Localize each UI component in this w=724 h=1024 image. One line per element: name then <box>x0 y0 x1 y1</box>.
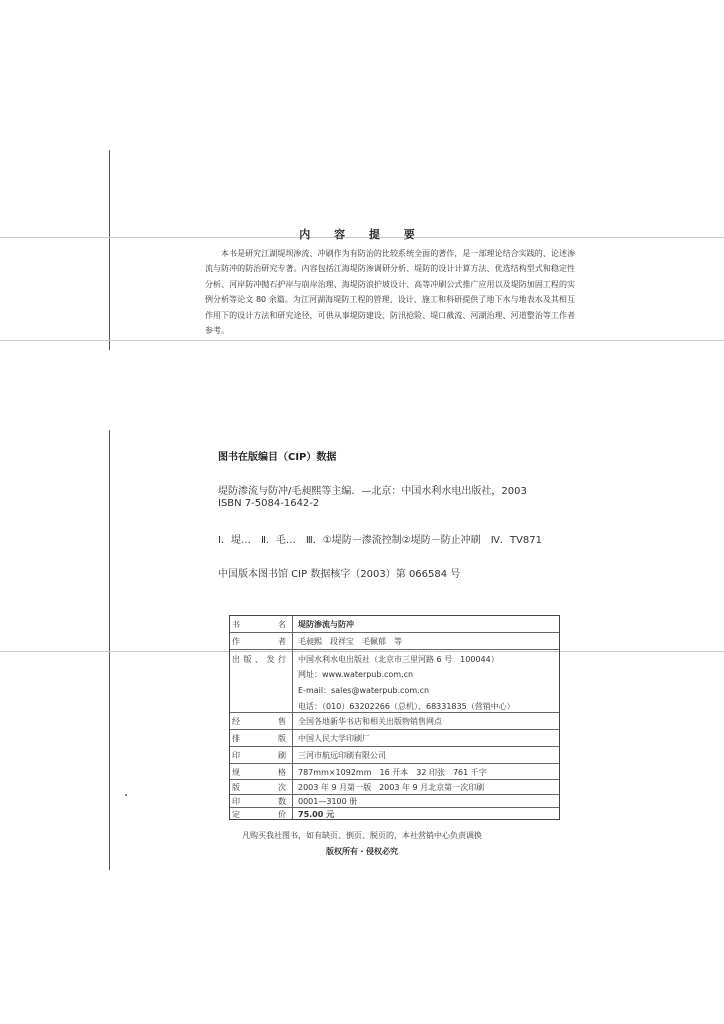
cip-heading: 图书在版编目（CIP）数据 <box>218 452 337 463</box>
book-title-value: 堤防渗流与防冲 <box>298 620 354 629</box>
printer-value: 三河市航远印刷有限公司 <box>298 751 386 760</box>
cip-record-number: 中国版本图书馆 CIP 数据核字（2003）第 066584 号 <box>218 569 461 580</box>
summary-body <box>205 246 575 338</box>
table-column-divider <box>292 616 293 819</box>
format-value: 787mm×1092mm 16 开本 32 印张 761 千字 <box>298 768 487 777</box>
edition-value: 2003 年 9 月第一版 2003 年 9 月北京第一次印刷 <box>298 783 485 792</box>
price-value: 75.00 元 <box>298 810 335 819</box>
row-divider <box>230 649 559 650</box>
author-value: 毛昶熙 段祥宝 毛佩郁 等 <box>298 637 402 646</box>
cip-isbn: ISBN 7-5084-1642-2 <box>218 498 320 509</box>
row-label: 印 刷 <box>232 751 286 760</box>
row-divider <box>230 763 559 764</box>
left-margin-line-top <box>109 150 110 350</box>
row-label: 规 格 <box>232 768 286 777</box>
print-run-value: 0001—3100 册 <box>298 797 358 806</box>
publisher-website: 网址：www.waterpub.com.cn <box>298 670 414 679</box>
row-divider <box>230 794 559 795</box>
row-label: 经 售 <box>232 717 286 726</box>
scan-speck <box>125 794 127 796</box>
row-divider <box>230 632 559 633</box>
typesetting-value: 中国人民大学印刷厂 <box>298 734 370 743</box>
row-label: 出版、发行 <box>232 655 286 664</box>
replacement-notice: 凡购买我社图书，如有缺页、倒页、脱页的，本社营销中心负责调换 <box>242 831 482 840</box>
row-label: 版 次 <box>232 783 286 792</box>
row-label: 印 数 <box>232 797 286 806</box>
publisher-value: 中国水利水电出版社（北京市三里河路 6 号 100044） <box>298 655 499 664</box>
row-divider <box>230 712 559 713</box>
row-label: 作 者 <box>232 637 286 646</box>
cip-subject-line: Ⅰ．堤… Ⅱ．毛… Ⅲ．①堤防－渗流控制②堤防－防止冲刷 Ⅳ．TV871 <box>218 535 542 546</box>
row-label: 书 名 <box>232 620 286 629</box>
summary-title: 内 容 提 要 <box>299 228 425 241</box>
row-divider <box>230 779 559 780</box>
publisher-phone: 电话：（010）63202266（总机）、68331835（营销中心） <box>298 702 515 711</box>
row-divider <box>230 807 559 808</box>
publication-info-table <box>229 615 560 820</box>
row-label: 定 价 <box>232 810 286 819</box>
distributor-value: 全国各地新华书店和相关出版物销售网点 <box>298 717 442 726</box>
row-divider <box>230 729 559 730</box>
row-divider <box>230 746 559 747</box>
cip-title-line: 堤防渗流与防冲/毛昶熙等主编．—北京：中国水利水电出版社，2003 <box>218 486 527 497</box>
summary-paragraph: 本书是研究江湖堤坝渗流、冲刷作为有防治的比较系统全面的著作，是一部理论结合实践的、论述渗流与防冲的防治研究专著。内容包括江海堤防渗调研分析、堤防的设计计算方法、优选结构型式和稳定性分析、河岸防冲抛石护岸与崩岸治理、海堤防浪护坡设计、高等冲刷公式推广应用以及堤防加固工程的实例分析等论文 80 余篇。为江河湖海堤防工程的管理、设计、施工和科研提供了地下水与地表水及其相互作用下的设计方法和研究途径，可供从事堤防建设、防汛抢险、堤口截流、河湖治理、河道整治等工作者参考。 <box>205 249 575 336</box>
copyright-notice: 版权所有・侵权必究 <box>326 847 398 856</box>
left-margin-line-bottom <box>109 430 110 870</box>
publisher-email: E-mail：sales@waterpub.com.cn <box>298 686 430 695</box>
fold-line <box>0 340 724 341</box>
row-label: 排 版 <box>232 734 286 743</box>
